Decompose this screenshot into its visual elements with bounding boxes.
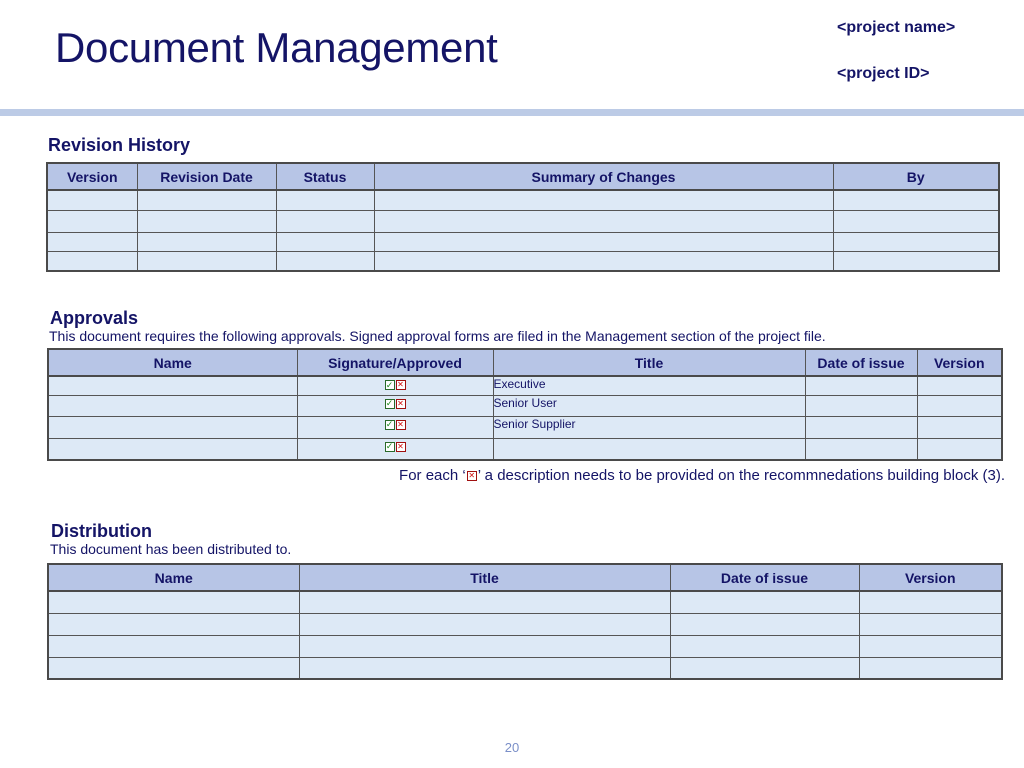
table-cell[interactable] (833, 251, 999, 271)
table-cell[interactable] (276, 190, 374, 210)
table-cell[interactable] (859, 635, 1002, 657)
approver-name-cell[interactable] (48, 438, 297, 460)
table-cell[interactable] (299, 657, 670, 679)
version-cell[interactable] (917, 395, 1002, 416)
table-cell[interactable] (859, 657, 1002, 679)
table-cell[interactable] (670, 635, 859, 657)
table-row (48, 395, 1002, 416)
table-cell[interactable] (276, 232, 374, 251)
table-cell[interactable] (48, 591, 299, 613)
table-cell[interactable] (670, 613, 859, 635)
signature-cell (297, 438, 493, 460)
table-row (48, 635, 1002, 657)
red-x-box-icon[interactable]: ✕ (397, 398, 404, 408)
page-number: 20 (504, 740, 520, 755)
approver-name-cell[interactable] (48, 416, 297, 438)
project-name: <project name> (837, 19, 956, 36)
title-divider (0, 109, 1024, 116)
table-cell[interactable] (833, 232, 999, 251)
table-cell[interactable] (48, 657, 299, 679)
table-cell[interactable] (670, 591, 859, 613)
approver-title-cell[interactable]: Senior User (493, 395, 805, 416)
table-row (48, 376, 1002, 395)
table-row (48, 591, 1002, 613)
table-cell[interactable] (374, 232, 833, 251)
table-cell[interactable] (374, 251, 833, 271)
version-cell[interactable] (917, 376, 1002, 395)
distribution-table (47, 563, 1003, 680)
column-header-status: Status (276, 163, 374, 190)
table-cell[interactable] (137, 232, 276, 251)
table-row (47, 251, 999, 271)
column-header-summary-of-changes: Summary of Changes (374, 163, 833, 190)
table-cell[interactable] (48, 613, 299, 635)
table-cell[interactable] (670, 657, 859, 679)
revision-history-table (46, 162, 1000, 272)
green-check-box-icon[interactable]: ✓ (385, 441, 394, 451)
approval-note-text-start: For each ‘ (399, 467, 466, 484)
approval-note (399, 467, 1005, 484)
table-row (48, 438, 1002, 460)
approvals-table (47, 348, 1003, 461)
approver-title-cell[interactable]: Senior Supplier (493, 416, 805, 438)
column-header-signature-approved: Signature/Approved (297, 349, 493, 376)
table-cell[interactable] (137, 190, 276, 210)
red-x-box-icon[interactable]: ✕ (397, 380, 404, 389)
approver-name-cell[interactable] (48, 395, 297, 416)
column-header-revision-date: Revision Date (137, 163, 276, 190)
table-cell[interactable] (374, 190, 833, 210)
version-cell[interactable] (917, 416, 1002, 438)
table-cell[interactable] (47, 210, 137, 232)
column-header-version: Version (47, 163, 137, 190)
approval-note-text-end: ’ a description needs to be provided on the recommnedations building block (3). (477, 467, 1005, 484)
distribution-heading: Distribution (51, 521, 152, 541)
red-x-box-icon: ✕ (468, 470, 476, 480)
date-of-issue-cell[interactable] (805, 416, 917, 438)
table-cell[interactable] (833, 190, 999, 210)
table-row (48, 416, 1002, 438)
date-of-issue-cell[interactable] (805, 376, 917, 395)
table-cell[interactable] (859, 591, 1002, 613)
table-cell[interactable] (276, 210, 374, 232)
table-cell[interactable] (276, 251, 374, 271)
red-x-box-icon[interactable]: ✕ (397, 419, 404, 429)
signature-cell (297, 416, 493, 438)
table-cell[interactable] (859, 613, 1002, 635)
approver-title-cell[interactable]: Executive (493, 376, 805, 395)
distribution-description: This document has been distributed to. (50, 541, 292, 557)
column-header-name: Name (48, 349, 297, 376)
green-check-box-icon[interactable]: ✓ (385, 379, 394, 390)
signature-cell (297, 376, 493, 395)
column-header-date-of-issue: Date of issue (670, 564, 859, 591)
table-row (48, 657, 1002, 679)
table-cell[interactable] (299, 635, 670, 657)
approvals-description: This document requires the following approvals. Signed approval forms are filed in the Management section of the project file. (49, 328, 826, 344)
table-cell[interactable] (137, 251, 276, 271)
green-check-box-icon[interactable]: ✓ (385, 419, 394, 429)
date-of-issue-cell[interactable] (805, 395, 917, 416)
table-row (47, 190, 999, 210)
date-of-issue-cell[interactable] (805, 438, 917, 460)
table-row (47, 232, 999, 251)
revision-history-heading: Revision History (48, 135, 191, 155)
table-cell[interactable] (374, 210, 833, 232)
red-x-box-icon[interactable]: ✕ (397, 441, 404, 451)
table-cell[interactable] (299, 613, 670, 635)
table-cell[interactable] (833, 210, 999, 232)
table-cell[interactable] (47, 251, 137, 271)
signature-cell (297, 395, 493, 416)
approver-title-cell[interactable] (493, 438, 805, 460)
table-cell[interactable] (47, 190, 137, 210)
page-title: Document Management (55, 24, 498, 71)
approver-name-cell[interactable] (48, 376, 297, 395)
green-check-box-icon[interactable]: ✓ (385, 398, 394, 408)
table-cell[interactable] (48, 635, 299, 657)
project-id: <project ID> (837, 65, 930, 82)
table-cell[interactable] (47, 232, 137, 251)
column-header-date-of-issue: Date of issue (805, 349, 917, 376)
column-header-title: Title (493, 349, 805, 376)
approvals-heading: Approvals (50, 308, 139, 328)
column-header-name: Name (48, 564, 299, 591)
table-cell[interactable] (137, 210, 276, 232)
column-header-version: Version (859, 564, 1002, 591)
column-header-by: By (833, 163, 999, 190)
column-header-title: Title (299, 564, 670, 591)
column-header-version: Version (917, 349, 1002, 376)
table-row (48, 613, 1002, 635)
version-cell[interactable] (917, 438, 1002, 460)
table-cell[interactable] (299, 591, 670, 613)
table-row (47, 210, 999, 232)
